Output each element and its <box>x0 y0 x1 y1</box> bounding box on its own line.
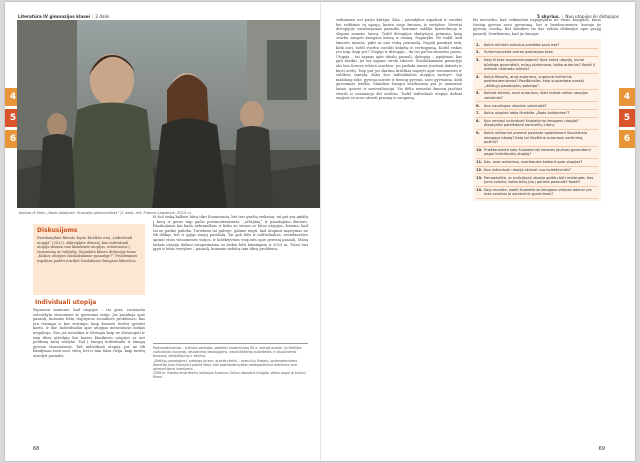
question-item: 2. Suformuluokite antros pastraipos tezę. <box>476 49 598 57</box>
questions-area <box>473 39 601 200</box>
text-column-c: veikiamais net patys kūrėjai. Kita – pavadybos atpažinti ir suvokti bei reikšmes tų sąsajų, kurios sieja žmones, ir vertybes. Neretai distopijoje vaizduojamas pasaulis, kuriame valdžia kontroliuoja ir slopina asmens laisvę. Todėl distopijos skaitytojui primena, kaip svarbu saugoti žmogaus laisvę ir orumą. Naparyko. Ne todėl, kad žmonės tamsūs, pikti ar nuo viską prarandą. Negali pasakyti tiek, kiek nori, todėl svarbu suvokti kokybę ir vertingumą. Kodėl viskas yra taip, kaip yra? Utopija ir distopija – du tos pačios monetos pusės. Utopija – tai sapnas apie idealų pasaulį, distopija – įspėjimas, kas gali nutikti, jei tas sapnas virsta tikrove. Šiuolaikiniame pasaulyje abi šios formos tebėra svarbios: jos padeda mums įvertinti dabartį ir kurti ateitį. Taip pat jos skatina kritiškai mąstyti apie visuomenės ir valdžios santykį. Koks šios individualios utopijos turinys? Ogi maždaug toks: gyvenu mieste ir tiesiog gyvenu, savo gyvenimu, kiek gyvenimas leidžia. Šiandien žmogui svarbiausia yra jo asmeninė laimė, gerovė ir savirealizacija. Vis dėlto nemažai žmonių jaučiasi vieniši ir nerimauja dėl ateities. Todėl individuali utopija dažnai susijusi su noru atrasti prasmę ir saugumą. <box>336 18 462 101</box>
question-item: 3. Kaip ši teze argumentuojama? Apie kokią utopiją, kuriai būdinga gyvendinti, mūsų platumose, kalba autorius? Kodėl ji niekam neatrodo laimės? <box>476 57 598 74</box>
side-tab-5-left[interactable]: 5 <box>5 109 21 127</box>
book-spread <box>5 2 635 461</box>
header-separator: | <box>561 14 564 19</box>
footnote-2: „Didžiųjų pasakojimų“ pabaiga (pranc. grands récits) – prancūzų filosofo, postmodernizmo teoretiko Jean-François Lyotard idėja, kad postmodernybėje nebepasitikima didelėmis visa apimančiomis istorijomis. <box>153 358 298 372</box>
question-item: 6. Kuo naudingas utopinis vaizduotė? <box>476 102 598 110</box>
question-item: 14. Kaip manote, kodėl šiuolaikinio žmogaus vizijose dažnai yra toks svarbus jo asmeninis gyvenimas? <box>476 187 598 199</box>
question-item: 8. Kuo remiasi individuali šiuolaikinio žmogaus utopija? Atsakykite pateikdami konkrečių citatų. <box>476 118 598 130</box>
questions-intro: Iki nesvarbu, kad veikiančiai nepajėgtum ne vieno žmogaus, kuris tiesiog gyvena savo gyvenimą, bet ir bendruomenės, kurioje jis gyvena, svarbą. Bet šiandien vis dar vyksta diskusijos apie gerąjį pasaulį. Svarbiausia, kad jis žmogui: <box>473 18 601 36</box>
question-item: 11. Kas, anot autoriaus, svarbiausia kalbant apie utopijas? <box>476 159 598 167</box>
discussion-box <box>33 224 145 295</box>
chapter-number: 5 skyrius. <box>537 14 560 19</box>
question-item: 7. Kokia utopinė idėja išreikšta „Bado žaidynėse“? <box>476 110 598 118</box>
section-title-individual-utopia: Individuali utopija <box>35 299 97 306</box>
question-item: 5. Kokiais būdais, anot autoriaus, šiais laikais veikia utopijos vaizdiniai? <box>476 90 598 102</box>
side-tab-5-right[interactable]: 5 <box>619 109 635 127</box>
film-still-illustration <box>17 20 320 208</box>
film-still-photo <box>17 20 320 208</box>
text-column-a: Paprastai manome, kad utopijos – tai gera, racionalia sutvarkyta visuomenė ar gyvenimo vizija. Jos pasakoja apie pasaulį, kuriame būtų išspręstos socialinės problemos: kas yra teisinga ir kas vertinga, kaip žmonės turėtų gyventi kartu. Ir dar. Individualiai apie utopijas mėnesiuose niekas negalvoja. Nes jos nevadina ir išvengia kaip ne išsisaugoti ir tam tikru atžvilgiu kai kurios klasikinės utopijos ar net politinių šalių realybe. Tad į žmogų individualu ir žmogų gyvena visuomenėje. Tad individuali utopija yra ne tik bandymas rasti savo vietą, bet ir tam tikra vizija, kaip turėtų atrodyti pasaulis. <box>33 308 145 358</box>
page-number-left: 68 <box>33 446 40 452</box>
page-number-right: 69 <box>598 446 605 452</box>
question-item: 1. Kokia mintimi autorius pradeda savo esė? <box>476 41 598 49</box>
left-running-header <box>18 14 109 19</box>
header-separator: | <box>91 14 94 19</box>
question-item: 4. Kokią filosofą, anot autoriaus, sugriovė kultūrinis postmodernizmas? Paaiškinkite, kaip suprantate posakį „didžiųjų pasakojimų pabaiga“. <box>476 74 598 91</box>
discussion-title: Diskusijoms <box>37 227 78 234</box>
discussion-text: Pasiskaitykite filosofo Kęsto Kirtiklio eseį „Individuali utopija“ (2022). Atkreipkite dėmesį, kuo individuali utopija skiriasi nuo klasikinės utopijos, orientuotos į visuomenę ar valstybę. Sujunkite klases diskusijai tema „Kokios utopijos šiuolaikiniame pasaulyje?“ Problemines aspektas padėti įvardyti šiuolaikinio žmogaus lūkesčius. <box>37 236 138 263</box>
side-tab-6-left[interactable]: 6 <box>5 130 21 148</box>
question-item: 9. Kokia utilitarinė prasmė paslėpta apibūdinant šiuolaikinio žmogaus idealą? Kaip tai išryškina autoriaus vertinimą, požiūrį? <box>476 130 598 147</box>
question-item: 13. Pamąstykite, ar individuali utopija galėtų būti realizuota. Kas jums svarbu, kokia būtų jūsų gerasis pasaulis? Kodėl? <box>476 174 598 186</box>
text-column-b: Iš šiol viską kalbėsi būtų tikri Kosmosinių, bet turi gražių veiksmų: tai pat yra ginklų į kovą ir geras taip pačio postmodernizmas, „ačiūjimų“ ir pasakojimo žmones. Pasakojimas kai kada nebrandžius ir lieka su vienos ar kitos utopijos, žinoma, kad tai ne patiko palieka. Turėdami tai galvoje, galime teigti, kad utopinis mąstymas ne tik išlikęs, bet ir įgijęs naujų pavidalų. Tai gali būti ir individualios, nesiekiančios apimti visos visuomenės vizijos, ir kolektyvinės svajonės apie geresnį pasaulį. Mūsų laikais utopija dažnai sutapatinama su siekiu būti laimingam ir 2025 m. Tiesa turi įgyti ir kitas vertybes – pasaulį, kuriame nebūtų tam tikrų problemų. <box>153 215 308 252</box>
page-gutter <box>320 2 321 461</box>
text-column-d <box>473 18 601 201</box>
photo-caption: Kadras iš filmo „Bado žaidynės. Strazdas giesmininkas“ (1 dalis, rež. Francis Lawrence, 2015 m. <box>19 211 193 215</box>
question-item: 10. Prieštaraukite kaip šiuolaikiniai žmonės jaučiasi gyvendami pagal individualią utopiją? <box>476 147 598 159</box>
footnote-1: Postmodernizmas – kultūros periodas, pakeitęs modernizmą XX a. antroje pusėje. Jis išreiškia civilizacijos nuovargį, atsisakymą ideologijoms, nepasitikėjimą autoritetais ir visuotinėmis tiesomis, eklektiškumą ir žaismą. <box>153 346 302 359</box>
chapter-title: Nuo utopijos iki distopijos <box>565 14 619 19</box>
footnote-3: 2008 m. išleista amerikiečių rašytojos Suzanne Collins distopinė trilogija, vėliau pagal ją sukurti filmai. <box>153 371 306 380</box>
side-tab-4-right[interactable]: 4 <box>619 88 635 106</box>
side-tab-6-right[interactable]: 6 <box>619 130 635 148</box>
question-item: 12. Kuo individuali utopija skiriasi nuo kolektyvinės? <box>476 167 598 175</box>
questions-list <box>476 41 598 198</box>
side-tab-4-left[interactable]: 4 <box>5 88 21 106</box>
book-title: Literatūra IV gimnazijos klasei <box>18 14 90 19</box>
footnotes <box>153 343 308 380</box>
book-part: 2 dalis <box>95 14 110 19</box>
